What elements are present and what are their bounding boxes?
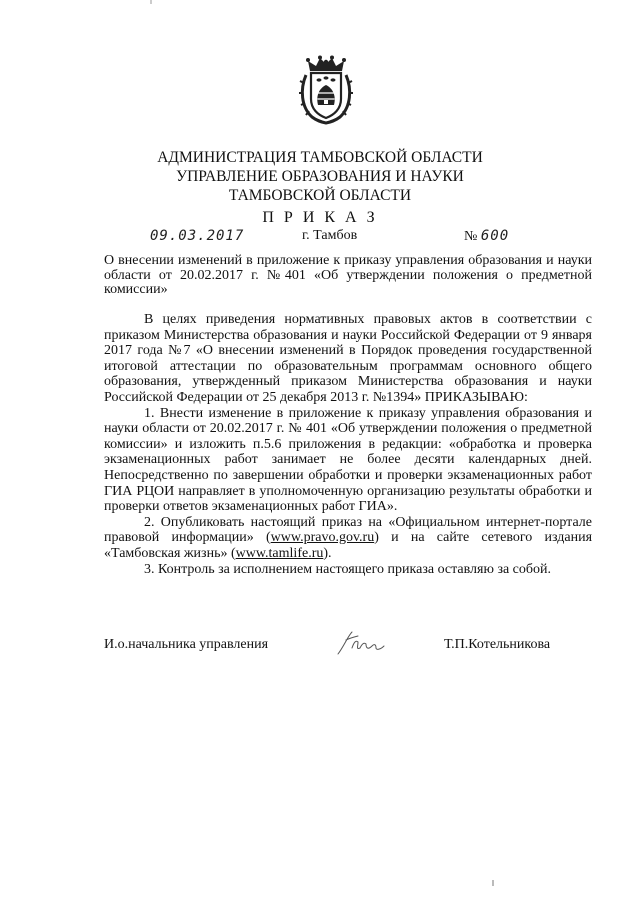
order-subject: О внесении изменений в приложение к приказу управления образования и науки области от 20.02.2017 г. №401 «Об утверждении положения о предметной комиссии» [104,253,592,297]
handwritten-signature [334,628,390,658]
body-paragraph-preamble: В целях приведения нормативных правовых актов в соответствии с приказом Министерства образования и науки Российской Федерации от 9 января 2017 года №7 «О внесении изменений в Порядок проведения государственной итоговой аттестации по образовательным программам основного общего образования, утвержденный приказом Министерства образования и науки Российской Федерации от 25 декабря 2013 г. №1394» ПРИКАЗЫВАЮ: [104,312,592,405]
order-date: 09.03.2017 [150,228,245,244]
item-2-text-middle: ) и на сайте сетевого издания «Тамбовская жизнь» ( [104,530,593,561]
body-paragraph-item-1: 1. Внести изменение в приложение к приказу управления образования и науки области от 20.02.2017 г. № 401 «Об утверждении положения о предметной комиссии» и изложить п.5.6 приложения в редакции: «обработка и проверка экзаменационных работ занимает не более десяти календарных дней. Непосредственно по завершении обработки и проверки экзаменационных работ ГИА РЦОИ направляет в уполномоченную организацию результаты обработки и проверки ответов экзаменационных работ ГИА». [104,405,592,515]
header-line-administration: АДМИНИСТРАЦИЯ ТАМБОВСКОЙ ОБЛАСТИ [157,149,483,166]
scan-speck [150,0,152,4]
scan-speck [492,880,494,886]
item-2-text-start: 2. Опубликовать настоящий приказ на «Официальном интернет-портале правовой информации» ( [104,514,592,546]
order-number-prefix: № [464,229,478,244]
header-line-region: ТАМБОВСКОЙ ОБЛАСТИ [228,187,412,204]
order-number [464,228,509,245]
coat-of-arms-emblem [298,55,354,125]
order-city: г. Тамбов [302,228,358,243]
order-number-value: 600 [480,228,510,244]
signatory-name: Т.П.Котельникова [444,637,551,652]
issuer-header [0,148,640,205]
body-paragraph-item-2 [104,515,592,562]
pravo-link[interactable]: www.pravo.gov.ru [270,530,375,546]
tamlife-link[interactable]: www.tamlife.ru [235,545,324,561]
item-2-text-end: ). [323,545,332,561]
body-paragraph-item-3: 3. Контроль за исполнением настоящего приказа оставляю за собой. [144,561,552,577]
order-title: П Р И К А З [262,209,378,226]
order-body [104,312,592,577]
header-line-department: УПРАВЛЕНИЕ ОБРАЗОВАНИЯ И НАУКИ [176,168,464,185]
signatory-position: И.о.начальника управления [104,637,269,652]
